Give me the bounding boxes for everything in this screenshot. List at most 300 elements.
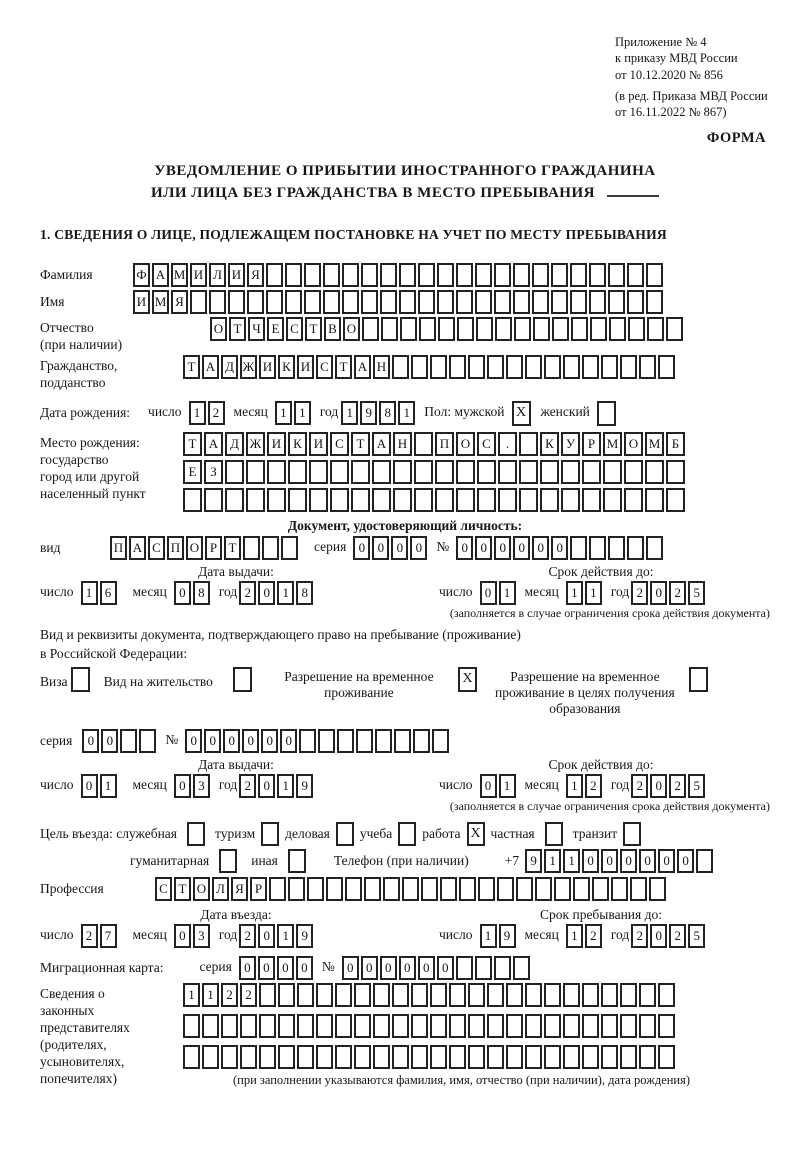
char-cell[interactable]: И [309, 432, 328, 456]
char-cell[interactable]: Т [305, 317, 322, 341]
char-cell[interactable]: О [456, 432, 475, 456]
char-cell[interactable] [342, 263, 359, 287]
char-cell[interactable] [475, 263, 492, 287]
char-cell[interactable]: 1 [202, 983, 219, 1007]
char-cell[interactable] [326, 877, 343, 901]
char-cell[interactable] [337, 729, 354, 753]
residence-permit-checkbox[interactable] [233, 667, 252, 692]
char-cell[interactable] [373, 1045, 390, 1069]
char-cell[interactable] [246, 488, 265, 512]
char-cell[interactable] [540, 460, 559, 484]
char-cell[interactable] [582, 460, 601, 484]
char-cell[interactable] [487, 1045, 504, 1069]
char-cell[interactable]: 2 [631, 924, 648, 948]
char-cell[interactable] [554, 877, 571, 901]
char-cell[interactable] [609, 317, 626, 341]
char-cell[interactable]: 0 [361, 956, 378, 980]
char-cell[interactable]: И [259, 355, 276, 379]
char-cell[interactable] [278, 983, 295, 1007]
char-cell[interactable] [243, 536, 260, 560]
char-cell[interactable] [608, 263, 625, 287]
char-cell[interactable]: 1 [294, 401, 311, 425]
char-cell[interactable] [608, 290, 625, 314]
char-cell[interactable]: 1 [183, 983, 200, 1007]
char-cell[interactable]: 0 [650, 924, 667, 948]
char-cell[interactable] [563, 1045, 580, 1069]
char-cell[interactable]: 2 [585, 774, 602, 798]
char-cell[interactable] [380, 263, 397, 287]
char-cell[interactable]: Р [582, 432, 601, 456]
char-cell[interactable]: 0 [258, 774, 275, 798]
char-cell[interactable] [380, 290, 397, 314]
char-cell[interactable]: У [561, 432, 580, 456]
char-cell[interactable] [351, 488, 370, 512]
char-cell[interactable]: 6 [100, 581, 117, 605]
temp-residence-edu-checkbox[interactable] [689, 667, 708, 692]
char-cell[interactable]: С [330, 432, 349, 456]
char-cell[interactable] [603, 460, 622, 484]
char-cell[interactable] [449, 983, 466, 1007]
char-cell[interactable]: 1 [499, 581, 516, 605]
char-cell[interactable] [351, 460, 370, 484]
char-cell[interactable] [419, 317, 436, 341]
char-cell[interactable] [506, 983, 523, 1007]
char-cell[interactable] [383, 877, 400, 901]
char-cell[interactable]: 3 [193, 924, 210, 948]
char-cell[interactable] [297, 983, 314, 1007]
char-cell[interactable] [316, 1014, 333, 1038]
char-cell[interactable] [582, 1045, 599, 1069]
char-cell[interactable] [516, 877, 533, 901]
char-cell[interactable] [666, 488, 685, 512]
char-cell[interactable]: 1 [563, 849, 580, 873]
char-cell[interactable]: 2 [239, 581, 256, 605]
char-cell[interactable]: П [167, 536, 184, 560]
char-cell[interactable]: С [155, 877, 172, 901]
char-cell[interactable] [456, 488, 475, 512]
char-cell[interactable] [394, 729, 411, 753]
char-cell[interactable]: 9 [296, 924, 313, 948]
char-cell[interactable] [435, 460, 454, 484]
char-cell[interactable] [611, 877, 628, 901]
char-cell[interactable] [392, 1014, 409, 1038]
char-cell[interactable] [309, 460, 328, 484]
char-cell[interactable] [399, 263, 416, 287]
char-cell[interactable] [627, 263, 644, 287]
char-cell[interactable] [262, 536, 279, 560]
char-cell[interactable]: Т [183, 432, 202, 456]
char-cell[interactable]: 9 [296, 774, 313, 798]
char-cell[interactable]: М [171, 263, 188, 287]
char-cell[interactable]: 1 [275, 401, 292, 425]
char-cell[interactable] [221, 1045, 238, 1069]
char-cell[interactable]: 0 [81, 774, 98, 798]
char-cell[interactable] [639, 1045, 656, 1069]
char-cell[interactable]: 2 [669, 774, 686, 798]
char-cell[interactable] [608, 536, 625, 560]
char-cell[interactable] [372, 488, 391, 512]
char-cell[interactable] [330, 460, 349, 484]
char-cell[interactable]: И [228, 263, 245, 287]
char-cell[interactable]: Т [174, 877, 191, 901]
char-cell[interactable]: 0 [342, 956, 359, 980]
char-cell[interactable]: А [204, 432, 223, 456]
char-cell[interactable] [375, 729, 392, 753]
char-cell[interactable] [601, 1045, 618, 1069]
char-cell[interactable]: 0 [204, 729, 221, 753]
transit-checkbox[interactable] [623, 822, 641, 846]
char-cell[interactable] [437, 290, 454, 314]
char-cell[interactable]: Л [212, 877, 229, 901]
char-cell[interactable]: 0 [456, 536, 473, 560]
char-cell[interactable] [476, 317, 493, 341]
char-cell[interactable] [361, 263, 378, 287]
char-cell[interactable]: 2 [631, 774, 648, 798]
char-cell[interactable]: 2 [239, 774, 256, 798]
char-cell[interactable]: 5 [688, 581, 705, 605]
char-cell[interactable]: 0 [551, 536, 568, 560]
char-cell[interactable] [183, 1045, 200, 1069]
char-cell[interactable] [544, 1045, 561, 1069]
char-cell[interactable] [487, 1014, 504, 1038]
char-cell[interactable]: В [324, 317, 341, 341]
char-cell[interactable]: 0 [418, 956, 435, 980]
char-cell[interactable] [267, 460, 286, 484]
title-blank-line[interactable] [607, 184, 659, 197]
char-cell[interactable]: 7 [100, 924, 117, 948]
char-cell[interactable] [335, 983, 352, 1007]
char-cell[interactable]: 0 [280, 729, 297, 753]
char-cell[interactable] [221, 1014, 238, 1038]
char-cell[interactable] [456, 956, 473, 980]
char-cell[interactable] [432, 729, 449, 753]
char-cell[interactable]: Н [373, 355, 390, 379]
char-cell[interactable] [519, 488, 538, 512]
char-cell[interactable] [413, 729, 430, 753]
char-cell[interactable] [354, 1045, 371, 1069]
char-cell[interactable] [601, 1014, 618, 1038]
char-cell[interactable]: М [645, 432, 664, 456]
char-cell[interactable] [288, 460, 307, 484]
char-cell[interactable] [468, 355, 485, 379]
char-cell[interactable]: Ж [240, 355, 257, 379]
char-cell[interactable] [582, 488, 601, 512]
char-cell[interactable] [304, 290, 321, 314]
char-cell[interactable]: 0 [399, 956, 416, 980]
char-cell[interactable] [639, 983, 656, 1007]
char-cell[interactable]: 5 [688, 774, 705, 798]
char-cell[interactable]: 1 [277, 774, 294, 798]
char-cell[interactable]: 1 [398, 401, 415, 425]
char-cell[interactable] [646, 536, 663, 560]
char-cell[interactable]: 0 [372, 536, 389, 560]
char-cell[interactable]: 8 [193, 581, 210, 605]
char-cell[interactable] [335, 1045, 352, 1069]
char-cell[interactable] [418, 290, 435, 314]
char-cell[interactable]: Т [183, 355, 200, 379]
char-cell[interactable]: 0 [82, 729, 99, 753]
char-cell[interactable] [590, 317, 607, 341]
char-cell[interactable]: А [354, 355, 371, 379]
char-cell[interactable]: Б [666, 432, 685, 456]
char-cell[interactable] [563, 355, 580, 379]
char-cell[interactable]: К [288, 432, 307, 456]
char-cell[interactable] [627, 290, 644, 314]
char-cell[interactable]: 0 [437, 956, 454, 980]
char-cell[interactable] [392, 983, 409, 1007]
char-cell[interactable] [421, 877, 438, 901]
char-cell[interactable] [267, 488, 286, 512]
char-cell[interactable] [696, 849, 713, 873]
char-cell[interactable] [551, 263, 568, 287]
char-cell[interactable] [498, 488, 517, 512]
char-cell[interactable] [620, 983, 637, 1007]
char-cell[interactable]: Л [209, 263, 226, 287]
char-cell[interactable]: Д [221, 355, 238, 379]
char-cell[interactable] [361, 290, 378, 314]
char-cell[interactable] [183, 1014, 200, 1038]
temp-residence-checkbox[interactable]: X [458, 667, 477, 692]
char-cell[interactable]: 2 [669, 924, 686, 948]
char-cell[interactable] [372, 460, 391, 484]
humanitarian-checkbox[interactable] [219, 849, 237, 873]
char-cell[interactable]: 0 [650, 774, 667, 798]
char-cell[interactable] [392, 1045, 409, 1069]
char-cell[interactable]: П [110, 536, 127, 560]
char-cell[interactable] [620, 1045, 637, 1069]
char-cell[interactable]: 8 [379, 401, 396, 425]
char-cell[interactable] [624, 488, 643, 512]
char-cell[interactable]: 9 [525, 849, 542, 873]
char-cell[interactable] [603, 488, 622, 512]
char-cell[interactable]: П [435, 432, 454, 456]
char-cell[interactable] [544, 355, 561, 379]
char-cell[interactable] [202, 1014, 219, 1038]
char-cell[interactable] [225, 488, 244, 512]
char-cell[interactable]: К [278, 355, 295, 379]
char-cell[interactable] [514, 317, 531, 341]
char-cell[interactable]: 1 [566, 581, 583, 605]
char-cell[interactable] [494, 956, 511, 980]
char-cell[interactable]: 0 [239, 956, 256, 980]
char-cell[interactable] [440, 877, 457, 901]
char-cell[interactable] [278, 1014, 295, 1038]
char-cell[interactable]: 0 [480, 581, 497, 605]
char-cell[interactable]: 0 [601, 849, 618, 873]
char-cell[interactable]: Я [171, 290, 188, 314]
char-cell[interactable] [318, 729, 335, 753]
char-cell[interactable] [645, 460, 664, 484]
char-cell[interactable] [487, 983, 504, 1007]
char-cell[interactable]: 2 [631, 581, 648, 605]
char-cell[interactable] [647, 317, 664, 341]
char-cell[interactable] [506, 355, 523, 379]
char-cell[interactable] [209, 290, 226, 314]
char-cell[interactable] [513, 290, 530, 314]
char-cell[interactable] [498, 460, 517, 484]
char-cell[interactable]: 8 [296, 581, 313, 605]
char-cell[interactable] [513, 263, 530, 287]
char-cell[interactable] [494, 290, 511, 314]
char-cell[interactable] [411, 355, 428, 379]
char-cell[interactable]: 1 [499, 774, 516, 798]
char-cell[interactable] [540, 488, 559, 512]
char-cell[interactable]: Ч [248, 317, 265, 341]
char-cell[interactable] [139, 729, 156, 753]
char-cell[interactable] [414, 488, 433, 512]
char-cell[interactable] [624, 460, 643, 484]
char-cell[interactable] [475, 956, 492, 980]
char-cell[interactable] [589, 290, 606, 314]
char-cell[interactable] [658, 1014, 675, 1038]
char-cell[interactable] [627, 536, 644, 560]
char-cell[interactable]: 0 [410, 536, 427, 560]
char-cell[interactable]: О [193, 877, 210, 901]
char-cell[interactable]: А [129, 536, 146, 560]
char-cell[interactable]: 0 [494, 536, 511, 560]
char-cell[interactable]: М [152, 290, 169, 314]
char-cell[interactable] [477, 460, 496, 484]
char-cell[interactable]: И [267, 432, 286, 456]
female-checkbox[interactable] [597, 401, 616, 426]
char-cell[interactable]: 0 [258, 956, 275, 980]
char-cell[interactable] [456, 290, 473, 314]
char-cell[interactable] [475, 290, 492, 314]
char-cell[interactable]: 3 [193, 774, 210, 798]
char-cell[interactable] [532, 290, 549, 314]
char-cell[interactable] [601, 355, 618, 379]
char-cell[interactable]: 2 [81, 924, 98, 948]
char-cell[interactable]: 1 [566, 924, 583, 948]
char-cell[interactable] [381, 317, 398, 341]
char-cell[interactable]: М [603, 432, 622, 456]
char-cell[interactable]: 1 [566, 774, 583, 798]
char-cell[interactable]: 1 [277, 924, 294, 948]
char-cell[interactable] [393, 460, 412, 484]
char-cell[interactable]: Д [225, 432, 244, 456]
char-cell[interactable] [563, 983, 580, 1007]
char-cell[interactable] [525, 983, 542, 1007]
char-cell[interactable] [589, 263, 606, 287]
char-cell[interactable] [399, 290, 416, 314]
char-cell[interactable] [525, 355, 542, 379]
char-cell[interactable] [519, 432, 538, 456]
char-cell[interactable]: С [286, 317, 303, 341]
char-cell[interactable]: Е [183, 460, 202, 484]
char-cell[interactable] [552, 317, 569, 341]
char-cell[interactable] [570, 290, 587, 314]
char-cell[interactable]: Н [393, 432, 412, 456]
char-cell[interactable] [551, 290, 568, 314]
char-cell[interactable] [519, 460, 538, 484]
char-cell[interactable] [342, 290, 359, 314]
char-cell[interactable] [563, 1014, 580, 1038]
char-cell[interactable]: 0 [174, 774, 191, 798]
char-cell[interactable]: 9 [360, 401, 377, 425]
char-cell[interactable] [259, 983, 276, 1007]
char-cell[interactable] [190, 290, 207, 314]
char-cell[interactable]: 2 [239, 924, 256, 948]
char-cell[interactable]: 0 [261, 729, 278, 753]
char-cell[interactable]: 0 [242, 729, 259, 753]
char-cell[interactable] [393, 488, 412, 512]
char-cell[interactable]: 2 [221, 983, 238, 1007]
char-cell[interactable]: Ж [246, 432, 265, 456]
char-cell[interactable]: 0 [582, 849, 599, 873]
work-checkbox[interactable]: X [467, 822, 485, 846]
char-cell[interactable]: 0 [391, 536, 408, 560]
char-cell[interactable] [297, 1045, 314, 1069]
char-cell[interactable]: А [372, 432, 391, 456]
char-cell[interactable] [304, 263, 321, 287]
char-cell[interactable]: 0 [353, 536, 370, 560]
char-cell[interactable] [573, 877, 590, 901]
char-cell[interactable] [589, 536, 606, 560]
char-cell[interactable]: Р [205, 536, 222, 560]
char-cell[interactable]: 2 [240, 983, 257, 1007]
char-cell[interactable] [533, 317, 550, 341]
char-cell[interactable] [658, 355, 675, 379]
char-cell[interactable] [468, 983, 485, 1007]
char-cell[interactable]: С [148, 536, 165, 560]
char-cell[interactable] [457, 317, 474, 341]
char-cell[interactable] [435, 488, 454, 512]
char-cell[interactable] [183, 488, 202, 512]
char-cell[interactable] [225, 460, 244, 484]
char-cell[interactable] [364, 877, 381, 901]
char-cell[interactable]: 0 [650, 581, 667, 605]
char-cell[interactable] [628, 317, 645, 341]
char-cell[interactable] [259, 1045, 276, 1069]
char-cell[interactable] [513, 956, 530, 980]
char-cell[interactable] [449, 1014, 466, 1038]
char-cell[interactable]: 5 [688, 924, 705, 948]
char-cell[interactable] [392, 355, 409, 379]
tourism-checkbox[interactable] [261, 822, 279, 846]
char-cell[interactable]: 0 [101, 729, 118, 753]
char-cell[interactable] [373, 1014, 390, 1038]
char-cell[interactable]: 1 [277, 581, 294, 605]
char-cell[interactable] [430, 983, 447, 1007]
char-cell[interactable]: Ф [133, 263, 150, 287]
visa-checkbox[interactable] [71, 667, 90, 692]
char-cell[interactable] [494, 263, 511, 287]
char-cell[interactable]: 0 [658, 849, 675, 873]
char-cell[interactable] [525, 1045, 542, 1069]
char-cell[interactable]: 0 [223, 729, 240, 753]
char-cell[interactable] [506, 1045, 523, 1069]
char-cell[interactable] [323, 263, 340, 287]
char-cell[interactable] [487, 355, 504, 379]
char-cell[interactable] [266, 290, 283, 314]
char-cell[interactable] [582, 355, 599, 379]
char-cell[interactable]: 2 [585, 924, 602, 948]
char-cell[interactable] [620, 1014, 637, 1038]
char-cell[interactable]: 2 [669, 581, 686, 605]
char-cell[interactable] [639, 355, 656, 379]
char-cell[interactable] [456, 460, 475, 484]
char-cell[interactable] [666, 460, 685, 484]
char-cell[interactable] [582, 1014, 599, 1038]
char-cell[interactable] [285, 263, 302, 287]
char-cell[interactable] [449, 355, 466, 379]
char-cell[interactable] [532, 263, 549, 287]
char-cell[interactable] [285, 290, 302, 314]
char-cell[interactable]: 1 [189, 401, 206, 425]
char-cell[interactable] [240, 1045, 257, 1069]
char-cell[interactable] [240, 1014, 257, 1038]
char-cell[interactable]: Т [335, 355, 352, 379]
